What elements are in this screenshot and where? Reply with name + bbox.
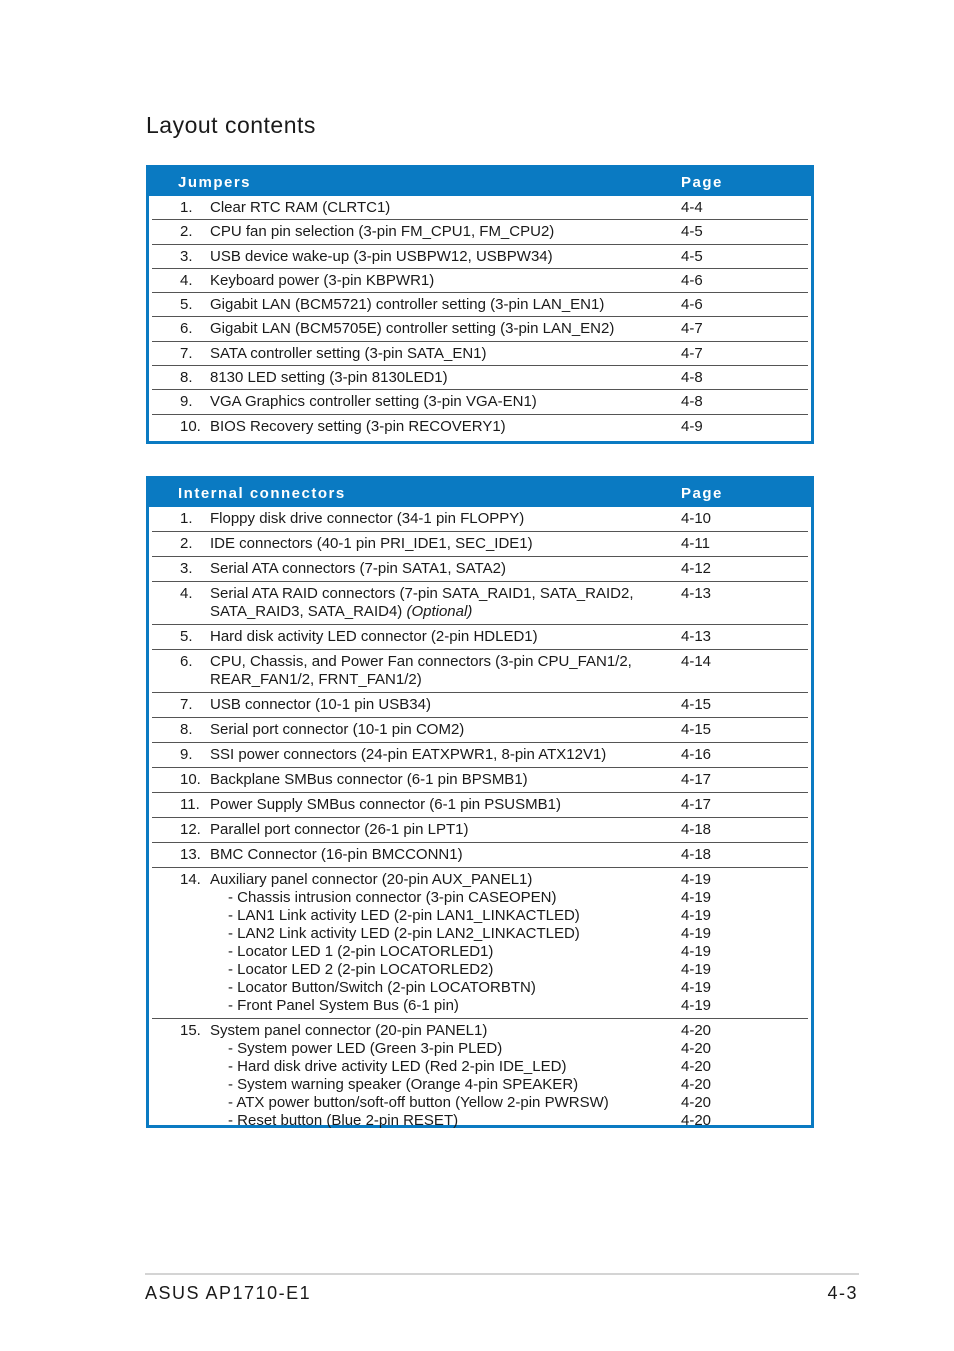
- table-row: [152, 342, 808, 366]
- sub-item-label: - System warning speaker (Orange 4-pin SPEAKER): [228, 1076, 579, 1093]
- row-label: Backplane SMBus connector (6-1 pin BPSMB1): [210, 771, 528, 788]
- connectors-rows: [149, 507, 811, 1133]
- row-page: 4-8: [681, 393, 703, 411]
- footer-divider: [145, 1273, 859, 1275]
- row-label: BIOS Recovery setting (3-pin RECOVERY1): [210, 417, 506, 435]
- row-page: 4-17: [681, 771, 712, 788]
- row-number: 6.: [180, 320, 193, 338]
- table-row: [152, 269, 808, 293]
- row-number: 14.: [180, 871, 201, 888]
- row-page: 4-8: [681, 369, 703, 387]
- jumpers-rows: [149, 196, 811, 439]
- footer-page-number: 4-3: [827, 1283, 858, 1303]
- jumpers-table: [146, 165, 814, 444]
- row-page: 4-5: [681, 223, 703, 241]
- table-row: [152, 507, 808, 532]
- sub-item-label: - System power LED (Green 3-pin PLED): [228, 1040, 503, 1057]
- row-page: [681, 1022, 808, 1130]
- jumpers-header-label: Jumpers: [178, 173, 252, 191]
- table-row: [152, 868, 808, 1019]
- row-label-line1: Serial ATA RAID connectors (7-pin SATA_RAID1, SATA_RAID2,: [210, 585, 634, 602]
- row-page: [681, 871, 808, 1015]
- sub-item-label: - Front Panel System Bus (6-1 pin): [228, 997, 459, 1014]
- row-label: SSI power connectors (24-pin EATXPWR1, 8-pin ATX12V1): [210, 746, 607, 763]
- optional-note: (Optional): [406, 603, 473, 620]
- row-number: 3.: [180, 247, 193, 265]
- row-number: 1.: [180, 199, 193, 216]
- row-number: 4.: [180, 585, 193, 602]
- table-row: [152, 366, 808, 390]
- table-row: [152, 293, 808, 317]
- row-number: 8.: [180, 721, 193, 738]
- table-row: [152, 818, 808, 843]
- row-page: 4-13: [681, 628, 712, 645]
- row-page: 4-6: [681, 296, 703, 314]
- row-page-main: 4-19: [681, 871, 712, 888]
- connectors-table-header: [149, 479, 811, 507]
- sub-item-page: 4-19: [681, 979, 712, 996]
- sub-item-label: - Locator Button/Switch (2-pin LOCATORBTN): [228, 979, 536, 996]
- row-label: USB connector (10-1 pin USB34): [210, 696, 431, 713]
- row-label: Clear RTC RAM (CLRTC1): [210, 199, 391, 216]
- row-number: 10.: [180, 417, 201, 435]
- row-page: 4-17: [681, 796, 712, 813]
- row-label-main: System panel connector (20-pin PANEL1): [210, 1022, 488, 1039]
- table-row: [152, 582, 808, 625]
- table-row: [152, 718, 808, 743]
- row-number: 9.: [180, 393, 193, 411]
- sub-item-page: 4-20: [681, 1112, 712, 1129]
- jumpers-table-header: [149, 168, 811, 196]
- row-label: CPU fan pin selection (3-pin FM_CPU1, FM_CPU2): [210, 223, 555, 241]
- row-number: 15.: [180, 1022, 201, 1039]
- row-label: [210, 653, 681, 689]
- row-page: 4-14: [681, 653, 712, 670]
- sub-item-label: - Locator LED 1 (2-pin LOCATORLED1): [228, 943, 494, 960]
- row-label: BMC Connector (16-pin BMCCONN1): [210, 846, 463, 863]
- row-label-line1: CPU, Chassis, and Power Fan connectors (3-pin CPU_FAN1/2,: [210, 653, 632, 670]
- sub-item-page: 4-20: [681, 1040, 712, 1057]
- table-row: [152, 415, 808, 439]
- table-row: [152, 625, 808, 650]
- row-number: 12.: [180, 821, 201, 838]
- row-number: 4.: [180, 271, 193, 289]
- row-label-line2: SATA_RAID3, SATA_RAID4): [210, 603, 403, 620]
- row-page: 4-4: [681, 199, 703, 216]
- row-label: Serial port connector (10-1 pin COM2): [210, 721, 465, 738]
- row-page: 4-18: [681, 821, 712, 838]
- row-number: 10.: [180, 771, 201, 788]
- sub-item-label: - LAN2 Link activity LED (2-pin LAN2_LINKACTLED): [228, 925, 580, 942]
- table-row: [152, 743, 808, 768]
- row-number: 3.: [180, 560, 193, 577]
- row-page: 4-10: [681, 510, 712, 527]
- row-label: Gigabit LAN (BCM5705E) controller setting (3-pin LAN_EN2): [210, 320, 615, 338]
- row-label: Gigabit LAN (BCM5721) controller setting (3-pin LAN_EN1): [210, 296, 605, 314]
- sub-item-label: - Locator LED 2 (2-pin LOCATORLED2): [228, 961, 494, 978]
- row-page: 4-16: [681, 746, 712, 763]
- row-number: 5.: [180, 628, 193, 645]
- row-number: 1.: [180, 510, 193, 527]
- row-number: 13.: [180, 846, 201, 863]
- sub-item-page: 4-20: [681, 1094, 712, 1111]
- table-row: [152, 245, 808, 269]
- table-row: [152, 1019, 808, 1133]
- sub-item-page: 4-19: [681, 961, 712, 978]
- row-page: 4-9: [681, 417, 703, 435]
- row-page: 4-18: [681, 846, 712, 863]
- connectors-table: [146, 476, 814, 1128]
- connectors-header-page: Page: [681, 484, 723, 502]
- table-row: [152, 693, 808, 718]
- row-label: Power Supply SMBus connector (6-1 pin PSUSMB1): [210, 796, 561, 813]
- row-label: IDE connectors (40-1 pin PRI_IDE1, SEC_IDE1): [210, 535, 533, 552]
- row-number: 11.: [180, 796, 200, 813]
- row-label: [210, 871, 681, 1015]
- row-page: 4-7: [681, 320, 703, 338]
- table-row: [152, 390, 808, 414]
- table-row: [152, 532, 808, 557]
- table-row: [152, 650, 808, 693]
- row-label: Keyboard power (3-pin KBPWR1): [210, 271, 435, 289]
- sub-item-page: 4-19: [681, 907, 712, 924]
- row-page-main: 4-20: [681, 1022, 712, 1039]
- row-label: VGA Graphics controller setting (3-pin VGA-EN1): [210, 393, 537, 411]
- row-label: Parallel port connector (26-1 pin LPT1): [210, 821, 469, 838]
- sub-item-page: 4-20: [681, 1058, 712, 1075]
- row-number: 2.: [180, 223, 193, 241]
- row-page: 4-15: [681, 696, 712, 713]
- row-page: 4-11: [681, 535, 710, 552]
- row-label-line2: REAR_FAN1/2, FRNT_FAN1/2): [210, 671, 422, 688]
- row-label: [210, 1022, 681, 1130]
- row-label: Floppy disk drive connector (34-1 pin FLOPPY): [210, 510, 525, 527]
- row-number: 7.: [180, 344, 193, 362]
- sub-item-page: 4-19: [681, 925, 712, 942]
- sub-item-label: - Hard disk drive activity LED (Red 2-pin IDE_LED): [228, 1058, 567, 1075]
- row-number: 5.: [180, 296, 193, 314]
- table-row: [152, 768, 808, 793]
- table-row: [152, 793, 808, 818]
- row-number: 6.: [180, 653, 193, 670]
- row-label-main: Auxiliary panel connector (20-pin AUX_PANEL1): [210, 871, 533, 888]
- page-title: Layout contents: [146, 112, 316, 138]
- row-label: Hard disk activity LED connector (2-pin HDLED1): [210, 628, 538, 645]
- row-number: 7.: [180, 696, 193, 713]
- row-number: 9.: [180, 746, 193, 763]
- row-page: 4-6: [681, 271, 703, 289]
- row-number: 2.: [180, 535, 193, 552]
- row-label: USB device wake-up (3-pin USBPW12, USBPW34): [210, 247, 553, 265]
- connectors-header-label: Internal connectors: [178, 484, 346, 502]
- table-row: [152, 317, 808, 341]
- sub-item-label: - Chassis intrusion connector (3-pin CASEOPEN): [228, 889, 557, 906]
- sub-item-page: 4-20: [681, 1076, 712, 1093]
- row-label: SATA controller setting (3-pin SATA_EN1): [210, 344, 487, 362]
- row-label: 8130 LED setting (3-pin 8130LED1): [210, 369, 448, 387]
- footer-product-name: ASUS AP1710-E1: [145, 1283, 312, 1303]
- sub-item-page: 4-19: [681, 997, 712, 1014]
- row-page: 4-13: [681, 585, 712, 602]
- row-label: Serial ATA connectors (7-pin SATA1, SATA2): [210, 560, 506, 577]
- sub-item-page: 4-19: [681, 943, 712, 960]
- row-page: 4-15: [681, 721, 712, 738]
- table-row: [152, 843, 808, 868]
- table-row: [152, 220, 808, 244]
- row-label: [210, 585, 681, 621]
- sub-item-label: - ATX power button/soft-off button (Yellow 2-pin PWRSW): [228, 1094, 609, 1111]
- sub-item-label: - LAN1 Link activity LED (2-pin LAN1_LINKACTLED): [228, 907, 580, 924]
- row-page: 4-12: [681, 560, 712, 577]
- table-row: [152, 557, 808, 582]
- row-number: 8.: [180, 369, 193, 387]
- row-page: 4-5: [681, 247, 703, 265]
- sub-item-page: 4-19: [681, 889, 712, 906]
- row-page: 4-7: [681, 344, 703, 362]
- jumpers-header-page: Page: [681, 173, 723, 191]
- sub-item-label: - Reset button (Blue 2-pin RESET): [228, 1112, 459, 1129]
- table-row: [152, 196, 808, 220]
